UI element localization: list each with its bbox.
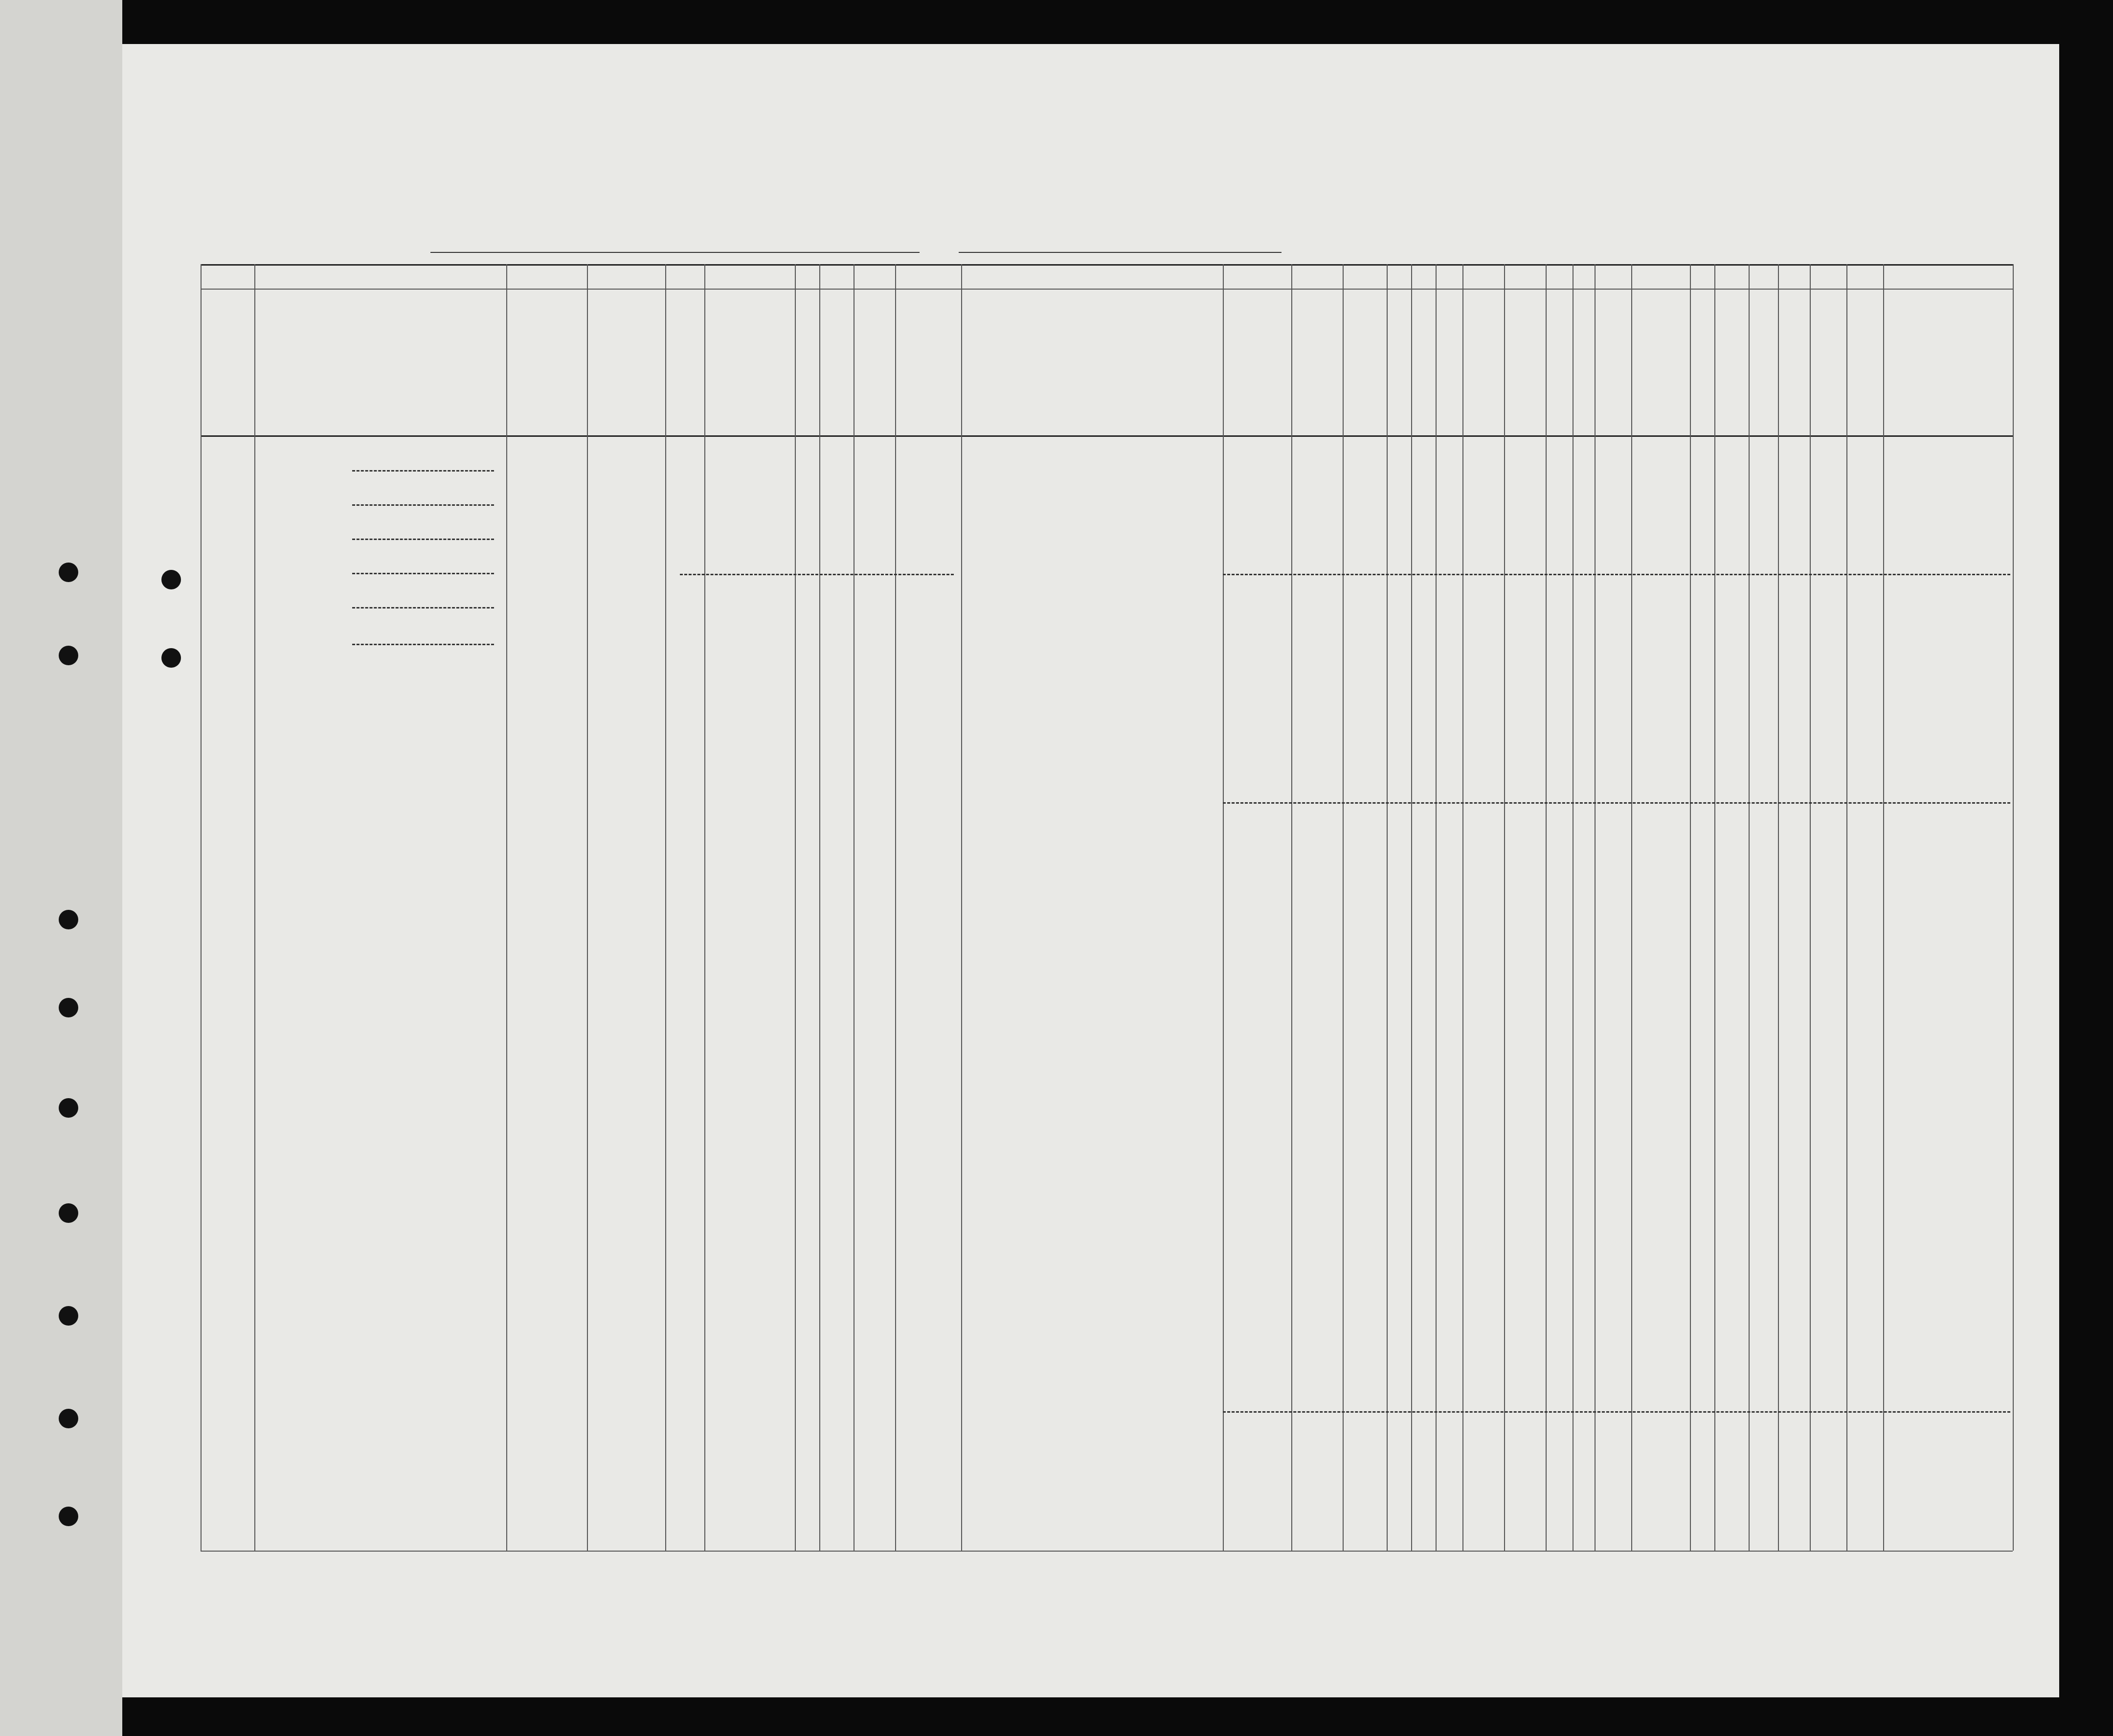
column-number-rule — [201, 289, 2013, 290]
punch-hole — [59, 998, 78, 1017]
row-10-dash — [1223, 802, 2010, 804]
row-27-dash — [1223, 1411, 2010, 1413]
column-rule — [254, 264, 255, 1551]
empty-entry-dash — [352, 644, 494, 645]
column-rule — [1595, 264, 1596, 1551]
column-rule — [1436, 264, 1437, 1551]
column-rule — [201, 264, 202, 1551]
punch-hole — [59, 1098, 78, 1118]
column-rule — [665, 264, 666, 1551]
manifest-sheet — [122, 44, 2059, 1697]
row-4-dash — [680, 574, 954, 575]
empty-entry-dash — [352, 504, 494, 506]
empty-entry-dash — [352, 470, 494, 472]
table-top-rule — [201, 264, 2013, 266]
date-underline — [959, 252, 1281, 253]
column-rule — [895, 264, 896, 1551]
column-rule — [1343, 264, 1344, 1551]
column-rule — [1883, 264, 1884, 1551]
column-rule — [795, 264, 796, 1551]
punch-hole — [161, 648, 181, 668]
column-rule — [1846, 264, 1847, 1551]
column-rule — [1504, 264, 1505, 1551]
punch-hole — [59, 1409, 78, 1428]
punch-hole — [161, 570, 181, 589]
column-rule — [506, 264, 507, 1551]
column-rule — [961, 264, 962, 1551]
column-rule — [1749, 264, 1750, 1551]
column-rule — [1690, 264, 1691, 1551]
punch-hole — [59, 910, 78, 929]
port-underline — [430, 252, 920, 253]
column-rule — [704, 264, 705, 1551]
column-rule — [587, 264, 588, 1551]
column-rule — [1223, 264, 1224, 1551]
empty-entry-dash — [352, 539, 494, 540]
column-rule — [1810, 264, 1811, 1551]
punch-hole — [59, 563, 78, 582]
column-rule — [1462, 264, 1463, 1551]
table-bottom-rule — [201, 1551, 2013, 1552]
punch-hole — [59, 1203, 78, 1223]
column-rule — [1714, 264, 1715, 1551]
column-rule — [819, 264, 820, 1551]
column-rule — [1778, 264, 1779, 1551]
empty-entry-dash — [352, 607, 494, 609]
punch-hole — [59, 1507, 78, 1526]
column-rule — [1546, 264, 1547, 1551]
column-rule — [1573, 264, 1574, 1551]
header-bottom-rule — [201, 435, 2013, 437]
column-rule — [1631, 264, 1632, 1551]
punch-hole — [59, 1306, 78, 1326]
column-rule — [1387, 264, 1388, 1551]
row-4-dash-right — [1223, 574, 2010, 575]
left-margin-strip — [0, 0, 122, 1736]
column-rule — [2013, 264, 2014, 1551]
column-rule — [1291, 264, 1292, 1551]
punch-hole — [59, 646, 78, 665]
column-rule — [1411, 264, 1412, 1551]
empty-entry-dash — [352, 573, 494, 574]
